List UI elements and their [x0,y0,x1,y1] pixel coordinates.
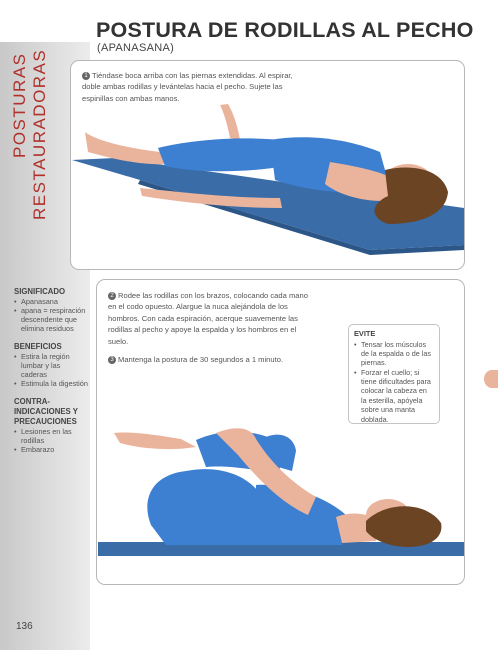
leggings [158,138,285,171]
leggings [147,469,271,545]
list-item: • Embarazo [14,445,88,454]
step-number-badge: 2 [108,292,116,300]
page-subtitle: (APANASANA) [97,42,175,54]
list-item: • apana = respiración descendente que elimina residuos [14,306,88,333]
contraindications-heading: CONTRA-INDICACIONES Y PRECAUCIONES [14,397,78,426]
section-title-line1: POSTURAS [10,52,29,158]
meaning-heading: SIGNIFICADO [14,287,66,296]
section-title-line2: RESTAURADORAS [30,48,49,220]
feet [114,432,196,449]
benefits-heading: BENEFICIOS [14,342,62,352]
list-item: • Lesiones en las rodillas [14,427,88,445]
photo-supine-pose [70,100,465,260]
meaning-list [14,297,88,333]
list-item: • Forzar el cuello; si tiene dificultades para colocar la cabeza en la esterilla, apóyela sobre una manta doblada. [354,368,434,424]
avoid-heading: EVITE [354,329,376,338]
step-3 [108,354,318,365]
page-number: 136 [16,621,33,632]
contraindications-list [14,427,88,454]
list-item: • Estira la región lumbar y las caderas [14,352,88,379]
step-text: Tiéndase boca arriba con las piernas extendidas. Al espirar, doble ambas rodillas y levántelas hacia el pecho. Sujete las espinillas con ambas manos. [82,71,293,103]
adjacent-page-hand [484,370,498,388]
sidebar-top-blank [0,0,90,42]
benefits-list [14,352,88,388]
foot [220,104,240,140]
step-text: Mantenga la postura de 30 segundos a 1 minuto. [118,355,284,364]
list-item: • Apanasana [14,297,88,306]
step-text: Rodee las rodillas con los brazos, colocando cada mano en el codo opuesto. Alargue la nuca alejándola de los hombros. Con cada espiración, acerque suavemente las rodillas al pecho y apoye la espalda y los hombros en el suelo. [108,291,308,346]
section-title [8,48,52,252]
step-number-badge: 3 [108,356,116,364]
page-title: POSTURA DE RODILLAS AL PECHO [96,18,474,42]
step-2 [108,290,318,347]
photo-knees-to-chest-pose [96,405,465,565]
step-number-badge: 1 [82,72,90,80]
list-item: • Tensar los músculos de la espalda o de las piernas. [354,340,434,368]
list-item: • Estimula la digestión [14,379,88,388]
sidebar-info [14,287,88,454]
